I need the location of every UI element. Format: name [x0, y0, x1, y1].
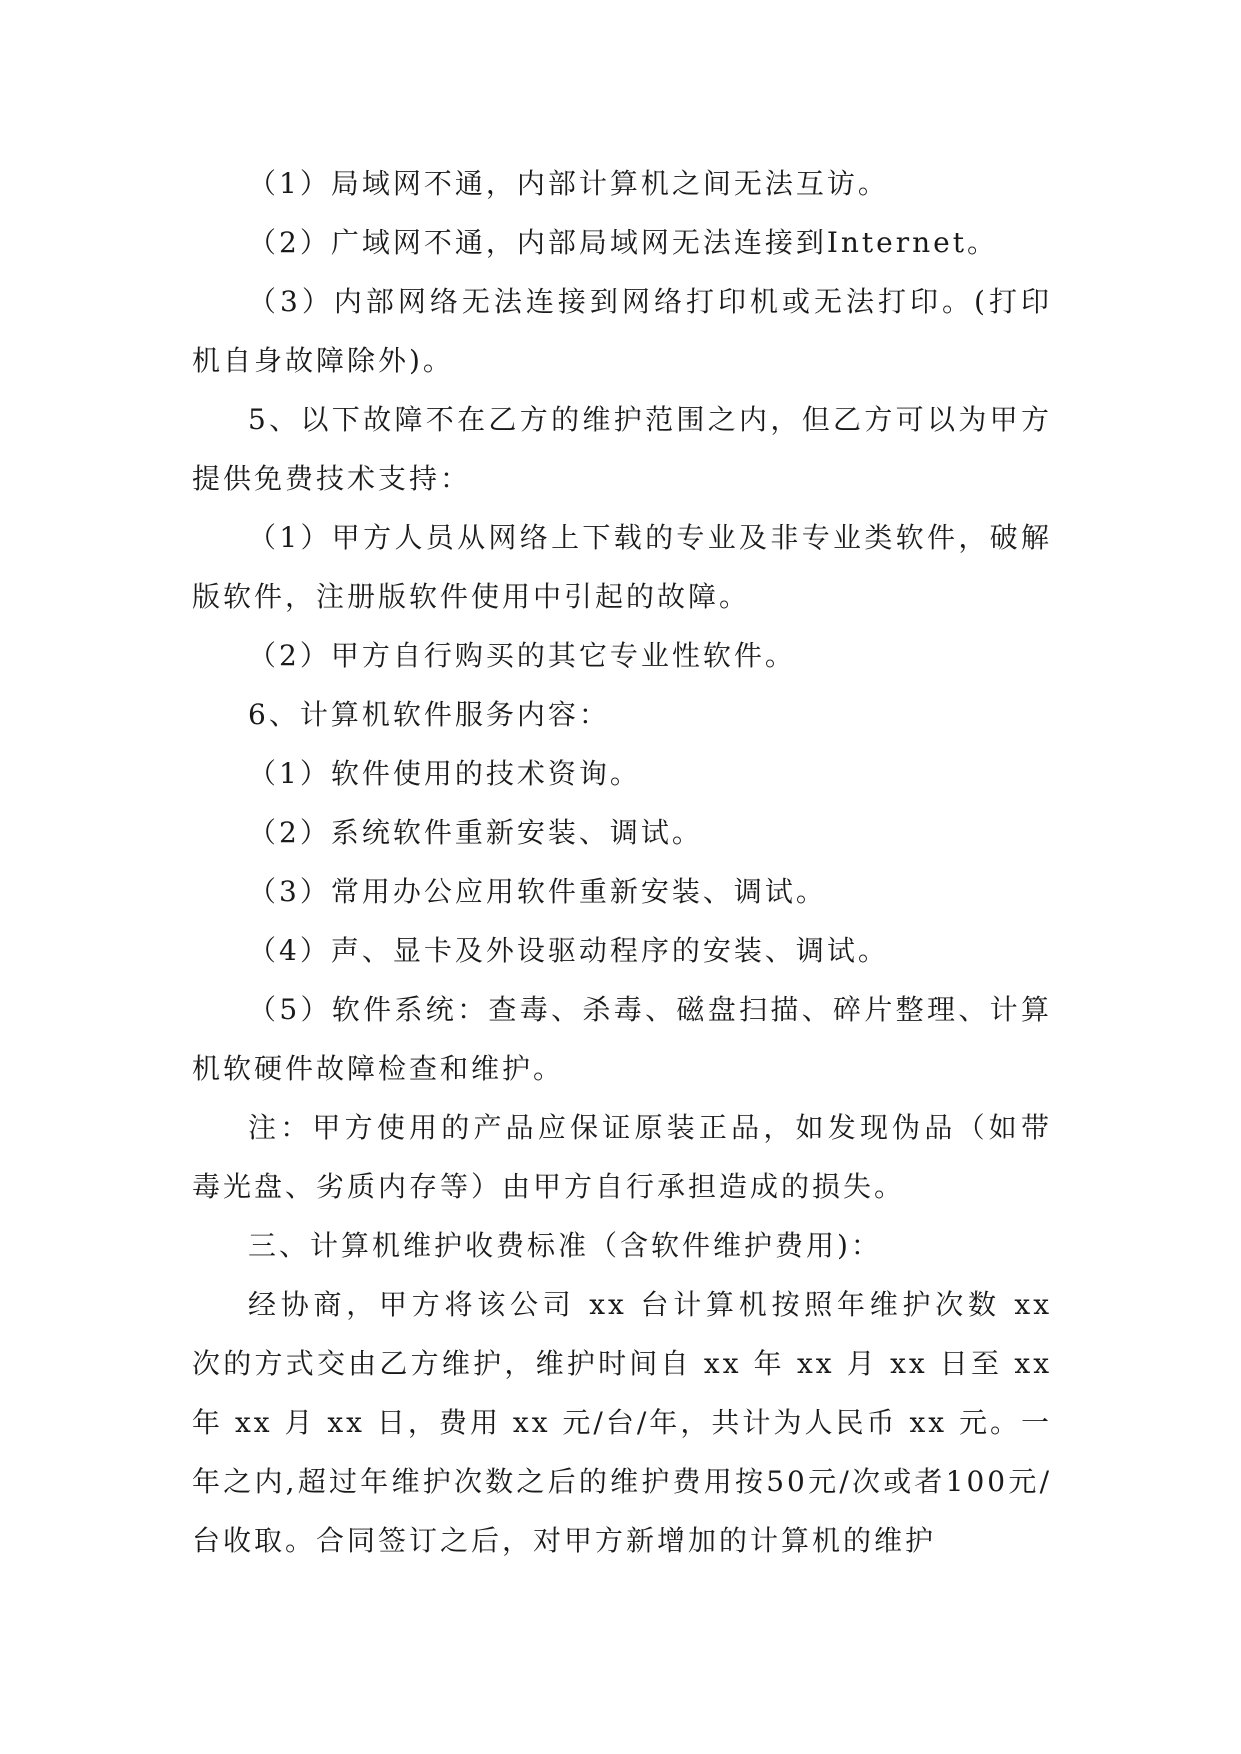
paragraph-lan-fault: （1）局域网不通，内部计算机之间无法互访。 — [248, 167, 889, 200]
paragraph-section-5-heading: 5、以下故障不在乙方的维护范围之内，但乙方可以为甲方提供免费技术支持： — [192, 403, 1052, 495]
paragraph-section-6-heading: 6、计算机软件服务内容： — [248, 698, 610, 731]
paragraph-software-system: （5）软件系统：查毒、杀毒、磁盘扫描、碎片整理、计算机软硬件故障检查和维护。 — [192, 993, 1052, 1085]
document-body — [192, 154, 1052, 1570]
paragraph-system-reinstall: （2）系统软件重新安装、调试。 — [248, 816, 703, 849]
paragraph-purchased-software: （2）甲方自行购买的其它专业性软件。 — [248, 639, 796, 672]
paragraph-driver-install: （4）声、显卡及外设驱动程序的安装、调试。 — [248, 934, 889, 967]
paragraph-office-reinstall: （3）常用办公应用软件重新安装、调试。 — [248, 875, 827, 908]
paragraph-downloaded-software: （1）甲方人员从网络上下载的专业及非专业类软件，破解版软件，注册版软件使用中引起的故障。 — [192, 521, 1052, 613]
paragraph-note: 注：甲方使用的产品应保证原装正品，如发现伪品（如带毒光盘、劣质内存等）由甲方自行承担造成的损失。 — [192, 1111, 1052, 1203]
paragraph-section-3-heading: 三、计算机维护收费标准（含软件维护费用)： — [248, 1229, 882, 1262]
paragraph-software-consulting: （1）软件使用的技术资询。 — [248, 757, 641, 790]
paragraph-fee-terms: 经协商，甲方将该公司 xx 台计算机按照年维护次数 xx 次的方式交由乙方维护，维护时间自 xx 年 xx 月 xx 日至 xx 年 xx 月 xx 日，费用 xx 元/台/年，共计为人民币 xx 元。一年之内,超过年维护次数之后的维护费用按50元/次或者100元/台收取。合同签订之后，对甲方新增加的计算机的维护 — [192, 1288, 1052, 1557]
paragraph-wan-fault: （2）广域网不通，内部局域网无法连接到Internet。 — [248, 226, 998, 259]
paragraph-printer-fault: （3）内部网络无法连接到网络打印机或无法打印。(打印机自身故障除外)。 — [192, 285, 1052, 377]
